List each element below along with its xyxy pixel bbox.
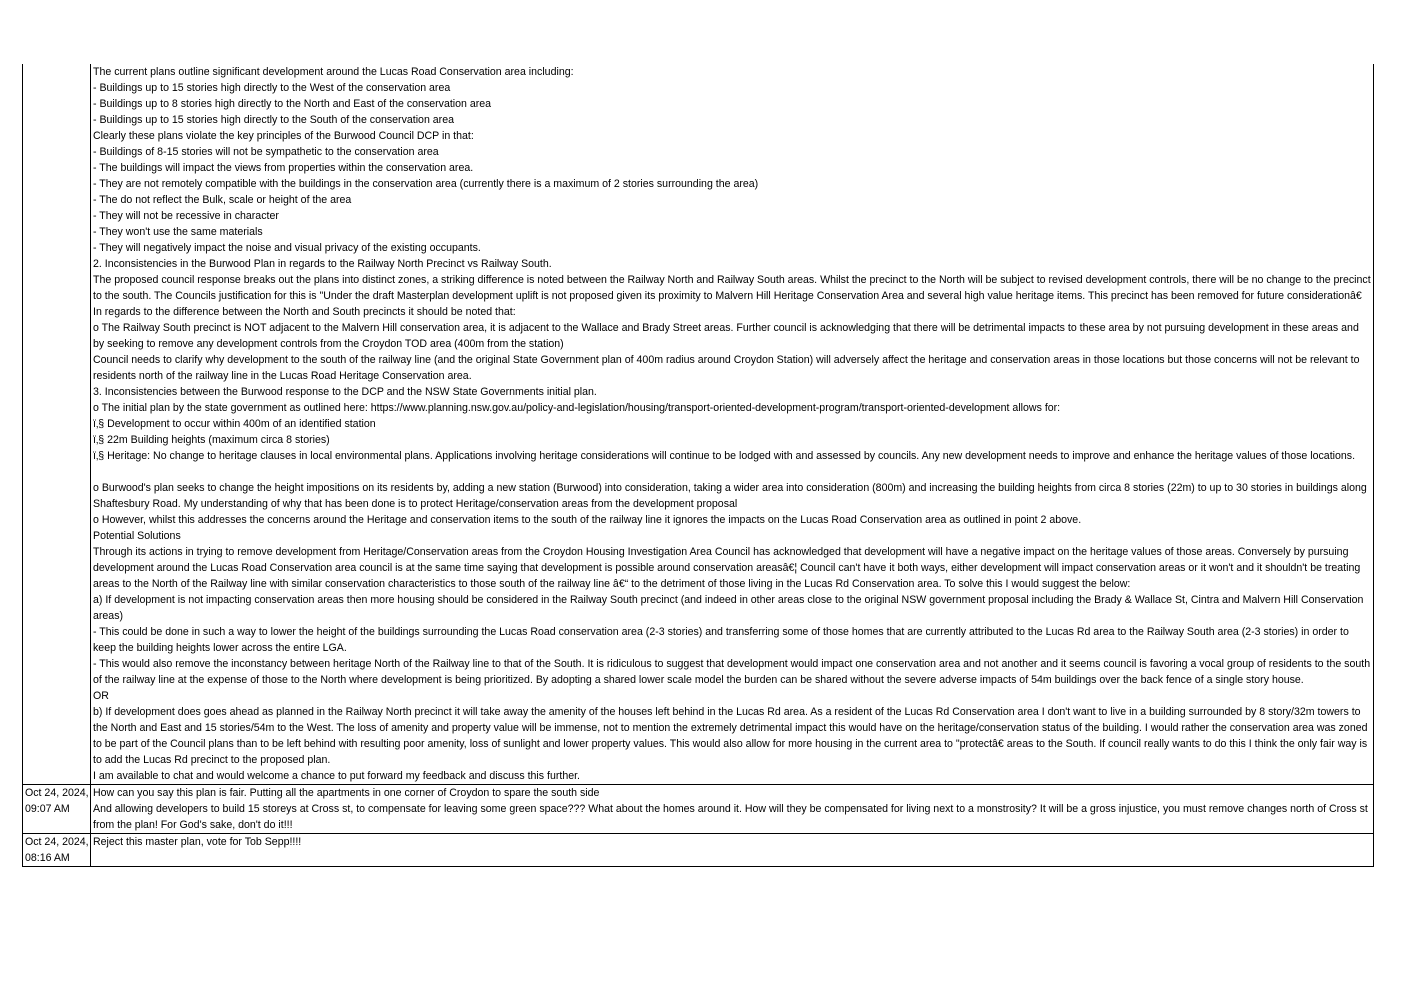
table-row [23, 785, 1374, 834]
comment-line: o The initial plan by the state government as outlined here: https://www.planning.nsw.gov.au/policy-and-legislation/housing/transport-oriented-development-program/transport-oriented-development allows for: [93, 402, 1061, 414]
comment-line: b) If development does goes ahead as planned in the Railway North precinct it will take away the amenity of the houses left behind in the Lucas Rd area. As a resident of the Lucas Rd Conservation area I don't want to live in a building surrounded by 8 story/32m towers to the North and East and 15 stories/54m to the West. The loss of amenity and property value will be immense, not to mention the extremely detrimental impact this would have on the heritage/conservation status of the building. I would rather the conservation area was zoned to be part of the Council plans than to be left behind with resulting poor amenity, loss of sunlight and lower property values. This would also allow for more housing in the current area to "protectâ€ areas to the South. If council really wants to do this I think the only fair way is to add the Lucas Rd precinct to the proposed plan. [93, 706, 1368, 766]
comment-cell [91, 834, 1374, 867]
comment-line: - Buildings up to 8 stories high directly to the North and East of the conservation area [93, 98, 492, 110]
comment-line: - Buildings up to 15 stories high directly to the West of the conservation area [93, 82, 451, 94]
comment-line: ï‚§ Development to occur within 400m of an identified station [93, 418, 376, 430]
comment-cell [91, 64, 1374, 785]
blank-line [93, 464, 1372, 480]
comment-line: - Buildings of 8-15 stories will not be sympathetic to the conservation area [93, 146, 439, 158]
comment-line: OR [93, 690, 109, 702]
table-row [23, 834, 1374, 867]
feedback-rows [23, 64, 1374, 867]
comment-line: In regards to the difference between the North and South precincts it should be noted that: [93, 306, 516, 318]
comment-line: Council needs to clarify why development to the south of the railway line (and the original State Government plan of 400m radius around Croydon Station) will adversely affect the heritage and conservation areas in those locations but those concerns will not be relevant to residents north of the railway line in the Lucas Road Heritage Conservation area. [93, 354, 1360, 382]
comment-line: Reject this master plan, vote for Tob Sepp!!!! [93, 836, 302, 848]
comment-line: Through its actions in trying to remove development from Heritage/Conservation areas from the Croydon Housing Investigation Area Council has acknowledged that development will have a negative impact on the heritage values of those areas. Conversely by pursuing development around the Lucas Road Conservation area council is at the same time saying that development is possible around conservation areasâ€¦ Council can't have it both ways, either development will impact conservation areas or it won't and it shouldn't be treating areas to the North of the Railway line with similar conservation characteristics to those south of the railway line â€“ to the detriment of those living in the Lucas Rd Conservation area. To solve this I would suggest the below: [93, 546, 1361, 590]
comment-line: o The Railway South precinct is NOT adjacent to the Malvern Hill conservation area, it is adjacent to the Wallace and Brady Street areas. Further council is acknowledging that there will be detrimental impacts to these area by not pursuing development in these areas and by seeking to remove any development controls from the Croydon TOD area (400m from the station) [93, 322, 1359, 350]
date-cell: Oct 24, 2024, 09:07 AM [23, 785, 91, 834]
comment-line: 2. Inconsistencies in the Burwood Plan in regards to the Railway North Precinct vs Railway South. [93, 258, 552, 270]
comment-line: o However, whilst this addresses the concerns around the Heritage and conservation items to the south of the railway line it ignores the impacts on the Lucas Road Conservation area as outlined in point 2 above. [93, 514, 1082, 526]
comment-line: Clearly these plans violate the key principles of the Burwood Council DCP in that: [93, 130, 474, 142]
comment-line: And allowing developers to build 15 storeys at Cross st, to compensate for leaving some green space??? What about the homes around it. How will they be compensated for living next to a monstrosity? It will be a gross injustice, you must remove changes north of Cross st from the plan! For God's sake, don't do it!!! [93, 803, 1368, 831]
comment-line: - The buildings will impact the views from properties within the conservation area. [93, 162, 474, 174]
comment-line: - They will negatively impact the noise and visual privacy of the existing occupants. [93, 242, 481, 254]
date-cell: Oct 24, 2024, 08:16 AM [23, 834, 91, 867]
comment-line: - The do not reflect the Bulk, scale or height of the area [93, 194, 352, 206]
comment-line: o Burwood's plan seeks to change the height impositions on its residents by, adding a new station (Burwood) into consideration, taking a wider area into consideration (800m) and increasing the building heights from circa 8 stories (22m) to up to 30 stories in buildings along Shaftesbury Road. My understanding of why that has been done is to protect Heritage/conservation areas from the development proposal [93, 482, 1367, 510]
comment-line: a) If development is not impacting conservation areas then more housing should be considered in the Railway South precinct (and indeed in other areas close to the original NSW government proposal including the Brady & Wallace St, Cintra and Malvern Hill Conservation areas) [93, 594, 1364, 622]
comment-line: I am available to chat and would welcome a chance to put forward my feedback and discuss this further. [93, 770, 580, 782]
comment-line: The current plans outline significant development around the Lucas Road Conservation area including: [93, 66, 574, 78]
comment-line: - They are not remotely compatible with the buildings in the conservation area (currently there is a maximum of 2 stories surrounding the area) [93, 178, 759, 190]
comment-line: - They won't use the same materials [93, 226, 263, 238]
comment-line: ï‚§ Heritage: No change to heritage clauses in local environmental plans. Applications involving heritage considerations will continue to be lodged with and assessed by councils. Any new development needs to improve and enhance the heritage values of those locations. [93, 450, 1356, 462]
comment-line: - They will not be recessive in character [93, 210, 279, 222]
comment-line: - This would also remove the inconstancy between heritage North of the Railway line to that of the South. It is ridiculous to suggest that development would impact one conservation area and not another and it seems council is favoring a vocal group of residents to the south of the railway line at the expense of those to the North where development is being prioritized. By adopting a shared lower scale model the burden can be shared without the severe adverse impacts of 54m buildings over the back fence of a single story house. [93, 658, 1371, 686]
comment-line: Potential Solutions [93, 530, 181, 542]
comment-line: 3. Inconsistencies between the Burwood response to the DCP and the NSW State Governments initial plan. [93, 386, 597, 398]
comment-line: The proposed council response breaks out the plans into distinct zones, a striking difference is noted between the Railway North and Railway South areas. Whilst the precinct to the North will be subject to revised development controls, there will be no change to the precinct to the south. The Councils justification for this is "Under the draft Masterplan development uplift is not proposed given its proximity to Malvern Hill Heritage Conservation Area and several high value heritage items. This precinct has been removed for future considerationâ€ [93, 274, 1371, 302]
table-row [23, 64, 1374, 785]
date-cell [23, 64, 91, 785]
comment-line: ï‚§ 22m Building heights (maximum circa 8 stories) [93, 434, 330, 446]
comment-line: How can you say this plan is fair. Putting all the apartments in one corner of Croydon to spare the south side [93, 787, 600, 799]
feedback-table [22, 64, 1374, 867]
comment-line: - This could be done in such a way to lower the height of the buildings surrounding the Lucas Road conservation area (2-3 stories) and transferring some of those homes that are currently attributed to the Lucas Rd area to the Railway South area (2-3 stories) in order to keep the building heights lower across the entire LGA. [93, 626, 1349, 654]
comment-cell [91, 785, 1374, 834]
comment-line: - Buildings up to 15 stories high directly to the South of the conservation area [93, 114, 454, 126]
